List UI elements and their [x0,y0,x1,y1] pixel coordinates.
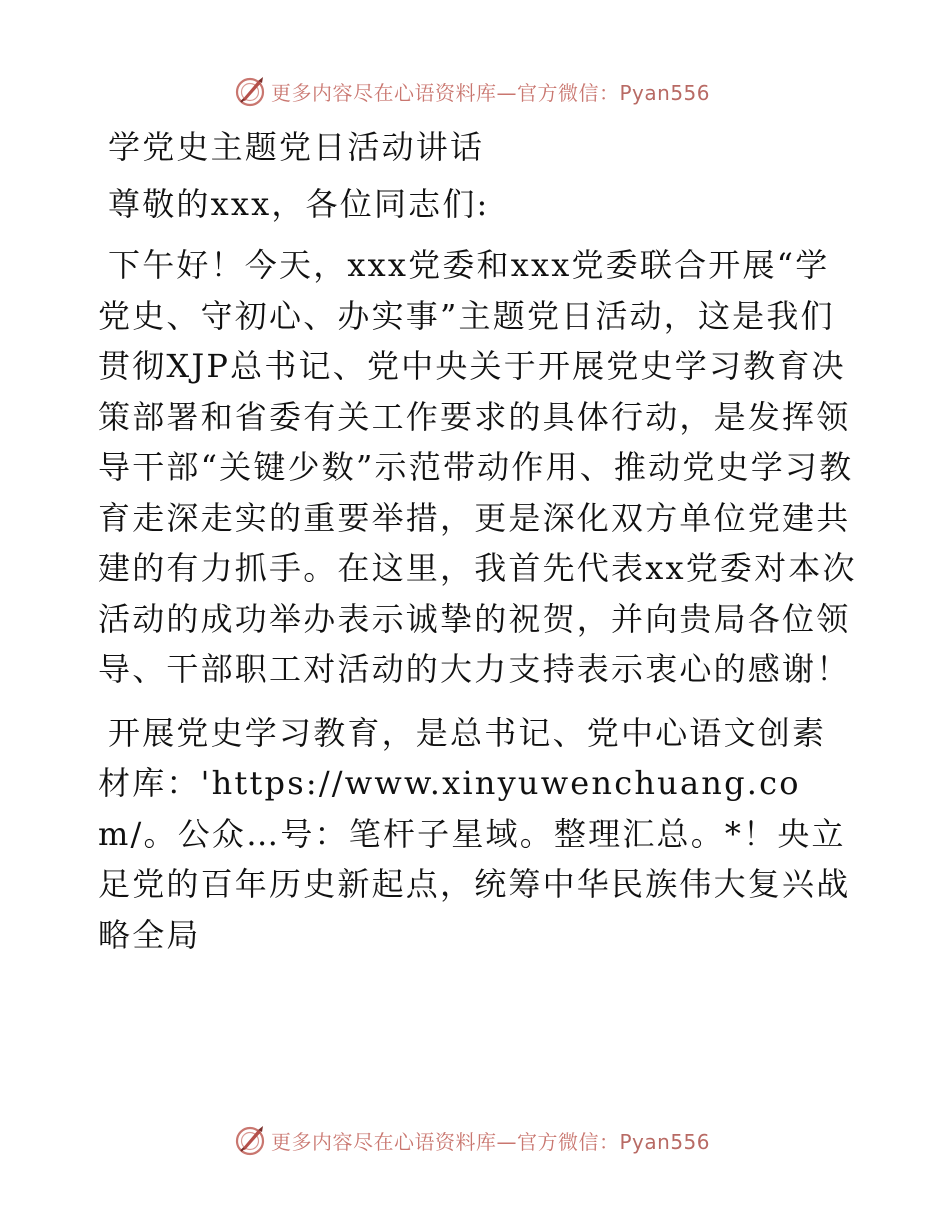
document-paragraph [98,240,858,695]
header-banner [233,73,710,109]
document-body [98,120,858,960]
document-paragraph [98,708,858,961]
quill-pen-logo-icon [233,74,267,108]
banner-label: 更多内容尽在心语资料库—官方微信： [271,1129,620,1154]
banner-label: 更多内容尽在心语资料库—官方微信： [271,80,620,105]
banner-wechat-id: Pyan556 [619,80,711,105]
banner-wechat-id: Pyan556 [619,1129,711,1154]
paragraph-text: 下午好！今天，xxx党委和xxx党委联合开展“学党史、守初心、办实事”主题党日活动，这是我们贯彻XJP总书记、党中央关于开展党史学习教育决策部署和省委有关工作要求的具体行动，是发挥领导干部“关键少数”示范带动作用、推动党史学习教育走深走实的重要举措，更是深化双方单位党建共建的有力抓手。在这里，我首先代表xx党委对本次活动的成功举办表示诚挚的祝贺，并向贵局各位领导、干部职工对活动的大力支持表示衷心的感谢！ [98,246,857,688]
document-salutation: 尊敬的xxx，各位同志们: [108,184,490,223]
quill-pen-logo-icon [233,1123,267,1157]
paragraph-text: 开展党史学习教育，是总书记、党中心语文创素材库：'https://www.xinyuwenchuang.com/。公众…号：笔杆子星域。整理汇总。*！央立足党的百年历史新起点，统筹中华民族伟大复兴战略全局 [98,713,851,954]
footer-banner [233,1122,710,1158]
banner-text [271,77,710,106]
document-title: 学党史主题党日活动讲话 [108,128,485,166]
banner-text [271,1126,710,1155]
